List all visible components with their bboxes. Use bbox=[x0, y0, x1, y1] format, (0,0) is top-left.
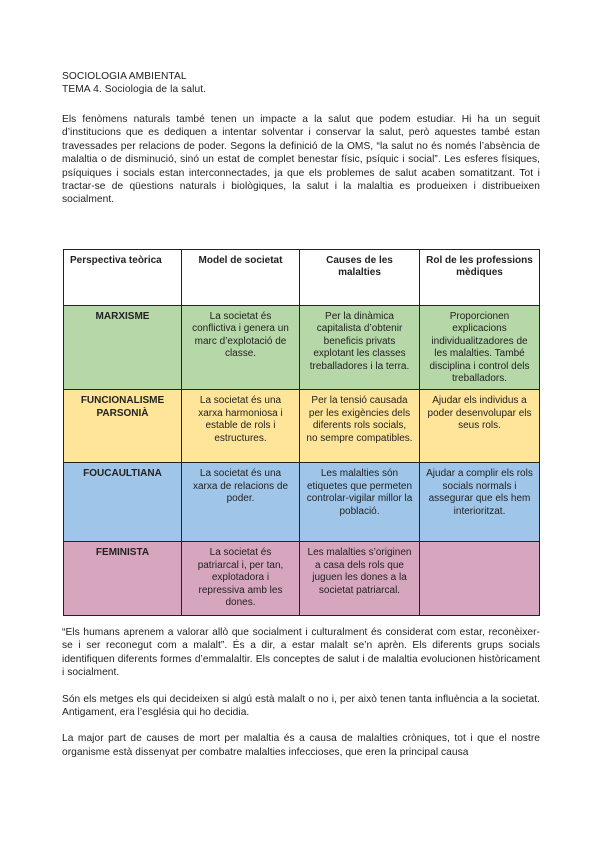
document-page bbox=[62, 70, 540, 207]
model-cell: La societat és patriarcal i, per tan, explotadora i repressiva amb les dones. bbox=[182, 542, 300, 616]
document-subject: SOCIOLOGIA AMBIENTAL bbox=[62, 71, 187, 82]
role-cell: Ajudar els individus a poder desenvolupar els seus rols. bbox=[420, 390, 540, 463]
causes-cell: Per la tensió causada per les exigències dels diferents rols socials, no sempre compatibles. bbox=[300, 390, 420, 463]
perspective-cell: FUNCIONALISME PARSONIÀ bbox=[64, 390, 182, 463]
document-topic: TEMA 4. Sociologia de la salut. bbox=[62, 84, 207, 95]
perspective-cell: FEMINISTA bbox=[64, 542, 182, 616]
causes-cell: Per la dinàmica capitalista d’obtenir beneficis privats explotant les classes treballadores i la terra. bbox=[300, 306, 420, 390]
model-cell: La societat és conflictiva i genera un marc d’explotació de classe. bbox=[182, 306, 300, 390]
role-cell bbox=[420, 542, 540, 616]
intro-paragraph: Els fenòmens naturals també tenen un impacte a la salut que podem estudiar. Hi ha un seguit d’institucions que es dediquen a intentar solventar i conservar la salut, però aquestes també estan travessades per relacions de poder. Segons la definició de la OMS, “la salut no és només l’absència de malaltia o de disminució, sinó un estat de complet benestar físic, psíquic i social”. Les esferes físiques, psíquiques i socials estan interconnectades, ja que els problemes de salut acaben somatitzant. Tot i tractar-se de qüestions naturals i biològiques, la salut i la malaltia es produeixen i distribueixen socialment. bbox=[62, 114, 540, 206]
header-perspective: Perspectiva teòrica bbox=[64, 250, 182, 306]
perspective-cell: MARXISME bbox=[64, 306, 182, 390]
header-role: Rol de les professions mèdiques bbox=[420, 250, 540, 306]
perspectives-table bbox=[63, 249, 540, 616]
row-foucaultiana bbox=[64, 463, 540, 542]
chronic-paragraph: La major part de causes de mort per malaltia és a causa de malalties cròniques, tot i que el nostre organisme està dissenyat per combatre malalties infeccioses, que eren la principal causa bbox=[62, 733, 540, 758]
role-cell: Ajudar a complir els rols socials normals i assegurar que els hem interioritzat. bbox=[420, 463, 540, 542]
row-funcionalisme bbox=[64, 390, 540, 463]
table-header-row bbox=[64, 250, 540, 306]
lower-text bbox=[62, 626, 540, 759]
row-marxisme bbox=[64, 306, 540, 390]
quote-paragraph: “Els humans aprenem a valorar allò que socialment i culturalment és considerat com estar, reconèixer-se i ser reconegut com a malalt”. És a dir, a estar malalt se’n aprèn. Els diferents grups socials identifiquen diferents formes d’emmalaltir. Els conceptes de salut i de malaltia evolucionen històricament i socialment. bbox=[62, 627, 540, 679]
model-cell: La societat és una xarxa de relacions de poder. bbox=[182, 463, 300, 542]
causes-cell: Les malalties s’originen a casa dels rols que juguen les dones a la societat patriarcal. bbox=[300, 542, 420, 616]
doctors-paragraph: Són els metges els qui decideixen si algú està malalt o no i, per això tenen tanta influència a la societat. Antigament, era l’església qui ho decidia. bbox=[62, 693, 540, 719]
row-feminista bbox=[64, 542, 540, 616]
causes-cell: Les malalties són etiquetes que permeten controlar-vigilar millor la població. bbox=[300, 463, 420, 542]
header-causes: Causes de les malalties bbox=[300, 250, 420, 306]
role-cell: Proporcionen explicacions individualitzadores de les malalties. També disciplina i control dels treballadors. bbox=[420, 306, 540, 390]
header-model: Model de societat bbox=[182, 250, 300, 306]
perspective-cell: FOUCAULTIANA bbox=[64, 463, 182, 542]
model-cell: La societat és una xarxa harmoniosa i estable de rols i estructures. bbox=[182, 390, 300, 463]
